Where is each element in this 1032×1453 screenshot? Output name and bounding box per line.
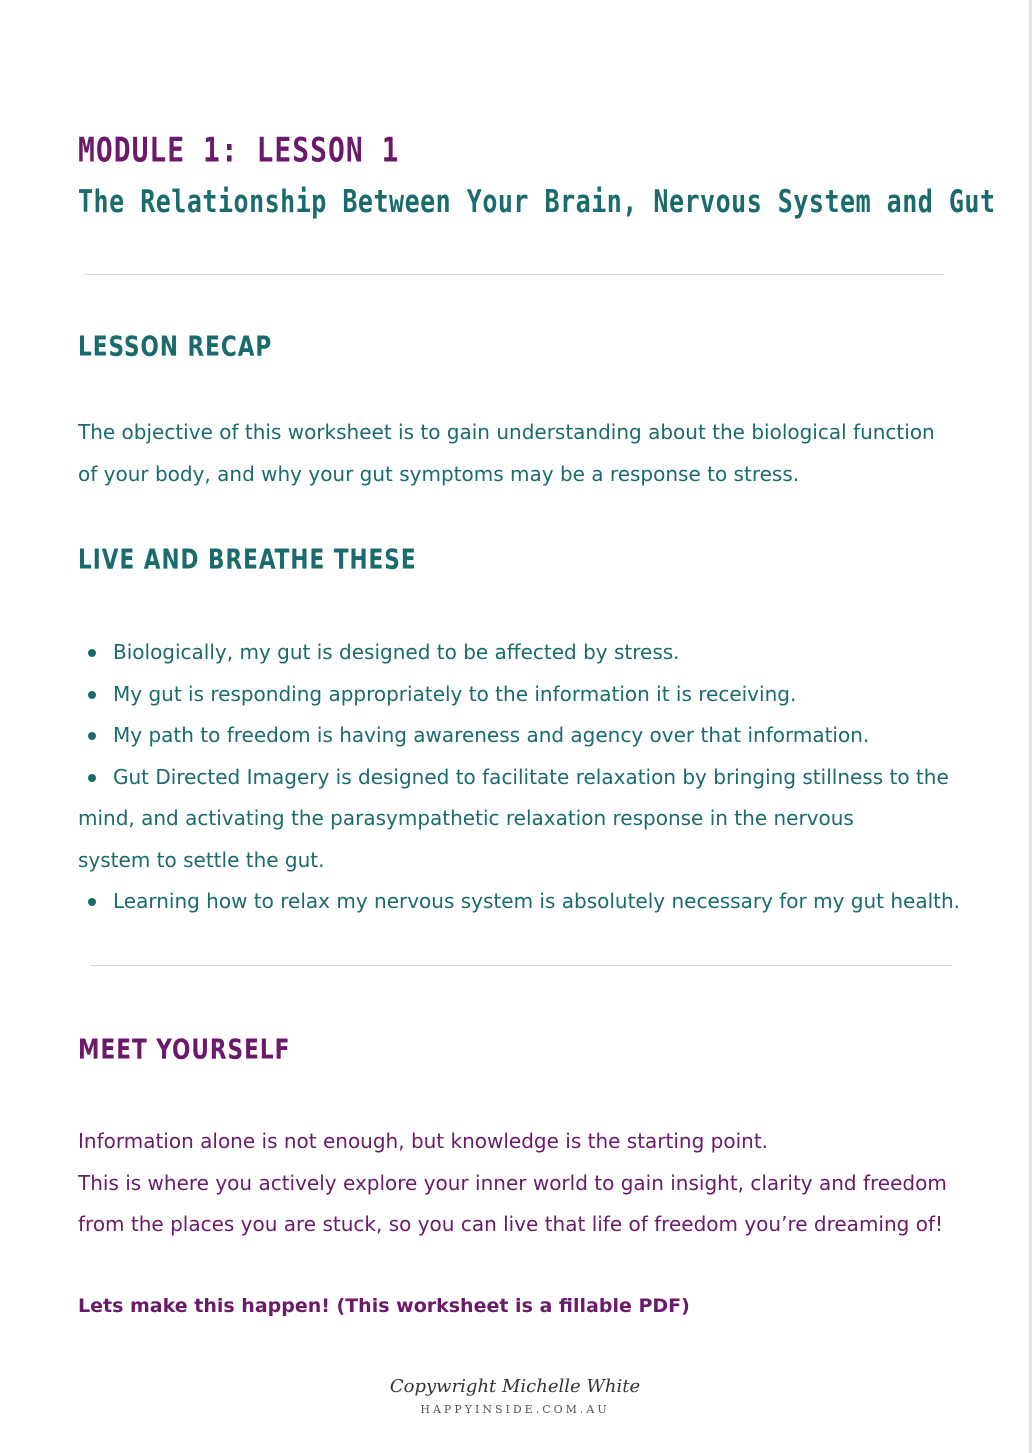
meet-line-2: This is where you actively explore your inner world to gain insight, clarity and freedom <box>78 1170 947 1195</box>
meet-yourself-text <box>78 1121 947 1246</box>
list-item: Biologically, my gut is designed to be affected by stress. <box>78 632 958 674</box>
imagery-line-1: Gut Directed Imagery is designed to facilitate relaxation by bringing stillness to the <box>113 764 949 789</box>
imagery-line-2: mind, and activating the parasympathetic relaxation response in the nervous <box>78 806 854 830</box>
meet-yourself-heading: MEET YOURSELF <box>78 1033 291 1066</box>
list-item <box>78 757 958 882</box>
imagery-line-3: system to settle the gut. <box>78 847 325 872</box>
module-label: MODULE 1: LESSON 1 <box>78 130 400 171</box>
recap-line-1: The objective of this worksheet is to gain understanding about the biological function <box>78 420 935 444</box>
website-text: HAPPYINSIDE.COM.AU <box>420 1403 610 1416</box>
lesson-recap-text <box>78 412 935 495</box>
list-item: Learning how to relax my nervous system is absolutely necessary for my gut health. <box>78 881 958 923</box>
divider-middle <box>90 965 952 966</box>
list-item: My gut is responding appropriately to the information it is receiving. <box>78 674 958 716</box>
call-to-action: Lets make this happen! (This worksheet is a fillable PDF) <box>78 1295 690 1317</box>
lesson-recap-heading: LESSON RECAP <box>78 330 273 363</box>
recap-line-2: of your body, and why your gut symptoms may be a response to stress. <box>78 461 800 486</box>
list-item: My path to freedom is having awareness and agency over that information. <box>78 715 958 757</box>
divider-top <box>84 274 944 275</box>
affirmation-list <box>78 632 961 923</box>
lesson-title: The Relationship Between Your Brain, Nervous System and Gut <box>78 183 996 220</box>
meet-line-3: from the places you are stuck, so you can live that life of freedom you’re dreaming of! <box>78 1212 943 1236</box>
meet-line-1: Information alone is not enough, but knowledge is the starting point. <box>78 1129 769 1153</box>
live-breathe-heading: LIVE AND BREATHE THESE <box>78 543 417 576</box>
copyright-text: Copywright Michelle White <box>389 1376 641 1397</box>
